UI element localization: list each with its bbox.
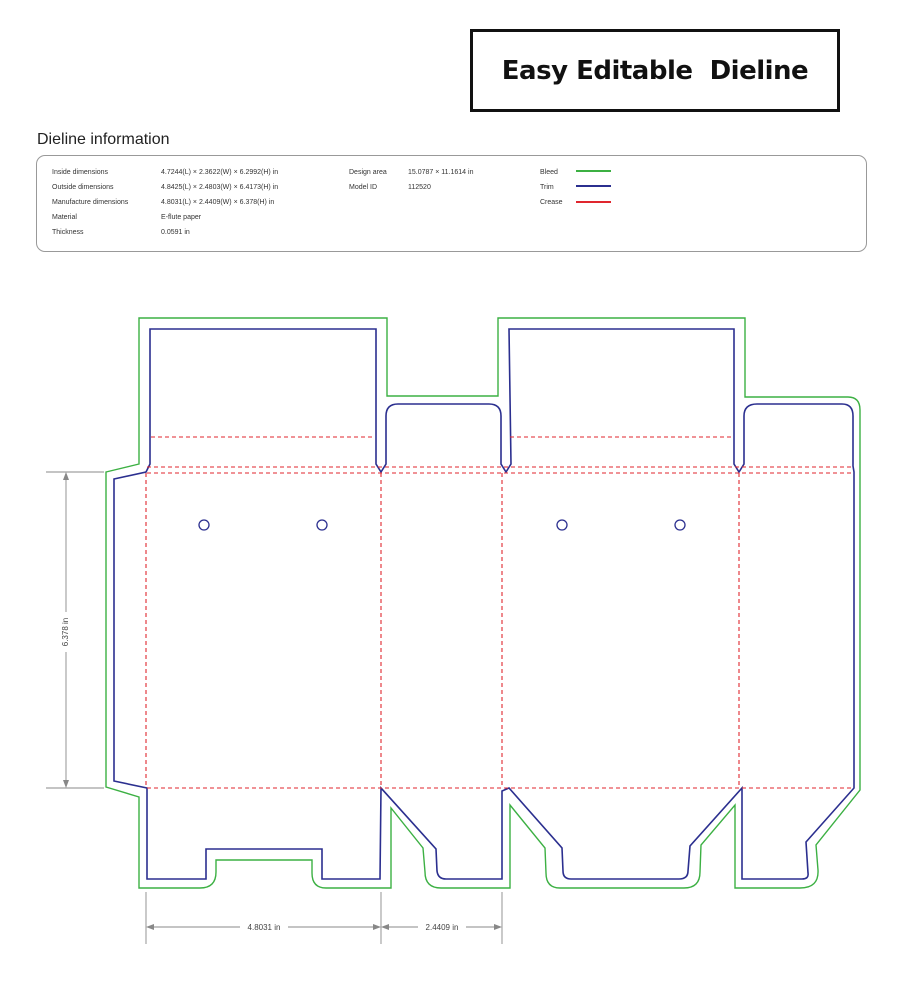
legend-crease-label: Crease [540, 199, 563, 206]
arrow-head [63, 472, 69, 480]
height-label: 6.378 in [61, 617, 71, 647]
info-value: 0.0591 in [161, 229, 190, 236]
info-value: 4.8425(L) × 2.4803(W) × 6.4173(H) in [161, 184, 279, 191]
model-id-value: 112520 [408, 184, 431, 191]
length-label: 4.8031 in [247, 923, 281, 932]
legend-bleed-label: Bleed [540, 169, 558, 176]
arrow-head [381, 924, 389, 930]
legend-trim-label: Trim [540, 184, 554, 191]
hole [199, 520, 209, 530]
holes [199, 520, 685, 530]
model-id-label: Model ID [349, 184, 378, 191]
arrow-head [494, 924, 502, 930]
info-label: Outside dimensions [52, 184, 114, 191]
info-heading: Dieline information [37, 131, 170, 148]
width-label: 2.4409 in [425, 923, 459, 932]
trim-outline [114, 329, 854, 879]
info-value: 4.7244(L) × 2.3622(W) × 6.2992(H) in [161, 169, 279, 176]
info-label: Material [52, 214, 77, 221]
design-area-value: 15.0787 × 11.1614 in [408, 169, 474, 176]
info-label: Manufacture dimensions [52, 199, 129, 206]
hole [317, 520, 327, 530]
arrow-head [373, 924, 381, 930]
hole [557, 520, 567, 530]
arrow-head [63, 780, 69, 788]
arrow-head [146, 924, 154, 930]
info-value: E-flute paper [161, 214, 202, 221]
info-value: 4.8031(L) × 2.4409(W) × 6.378(H) in [161, 199, 275, 206]
design-area-label: Design area [349, 169, 387, 176]
info-label: Inside dimensions [52, 169, 109, 176]
hole [675, 520, 685, 530]
crease-lines [146, 437, 853, 788]
page-title: Easy Editable Dieline [501, 55, 809, 86]
info-label: Thickness [52, 229, 84, 236]
